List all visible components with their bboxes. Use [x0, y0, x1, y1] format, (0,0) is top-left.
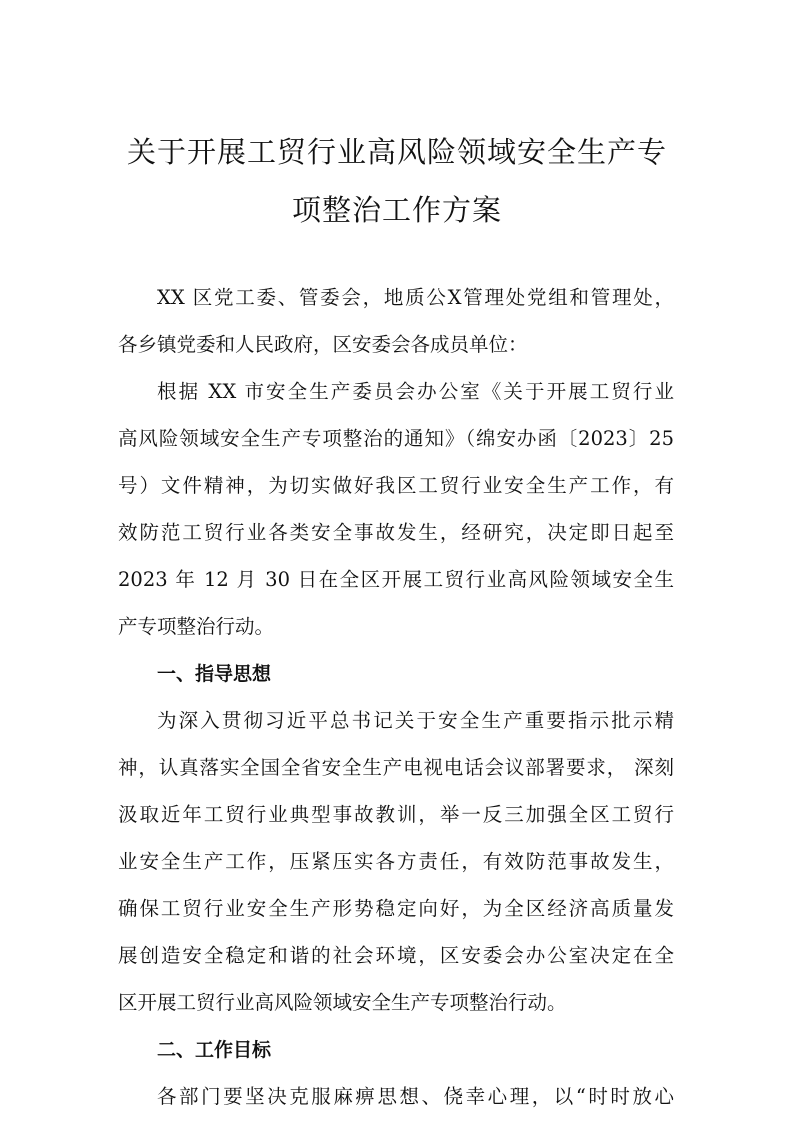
document-title-line-1: 关于开展工贸行业高风险领域安全生产专 [126, 135, 667, 169]
section-heading-work-goals: 二、工作目标 [157, 1039, 272, 1061]
body-line: 2023 年 12 月 30 日在全区开展工贸行业高风险领域安全生 [118, 568, 674, 591]
body-line: 确保工贸行业安全生产形势稳定向好，为全区经济高质量发 [118, 897, 674, 920]
body-line: 各部门要坚决克服麻痹思想、侥幸心理，以“时时放心 [157, 1085, 674, 1108]
body-line: 产专项整治行动。 [118, 615, 275, 638]
body-line: 汲取近年工贸行业典型事故教训，举一反三加强全区工贸行 [118, 803, 674, 826]
document-title-line-2: 项整治工作方案 [291, 193, 502, 227]
body-line: 区开展工贸行业高风险领域安全生产专项整治行动。 [118, 991, 567, 1014]
addressee-line-1: XX 区党工委、管委会，地质公X管理处党组和管理处， [157, 286, 674, 309]
body-line: 业安全生产工作，压紧压实各方责任，有效防范事故发生， [118, 850, 674, 873]
section-heading-guiding-thought: 一、指导思想 [157, 663, 272, 685]
body-line: 效防范工贸行业各类安全事故发生，经研究，决定即日起至 [118, 521, 674, 544]
body-line: 根据 XX 市安全生产委员会办公室《关于开展工贸行业 [157, 380, 674, 403]
addressee-line-2: 各乡镇党委和人民政府，区安委会各成员单位： [118, 333, 528, 356]
body-line: 神，认真落实全国全省安全生产电视电话会议部署要求， 深刻 [118, 756, 674, 779]
body-line: 为深入贯彻习近平总书记关于安全生产重要指示批示精 [157, 709, 674, 732]
body-line: 展创造安全稳定和谐的社会环境，区安委会办公室决定在全 [118, 944, 674, 967]
body-line: 高风险领域安全生产专项整治的通知》（绵安办函〔2023〕25 [118, 427, 674, 450]
body-line: 号）文件精神，为切实做好我区工贸行业安全生产工作，有 [118, 474, 674, 497]
